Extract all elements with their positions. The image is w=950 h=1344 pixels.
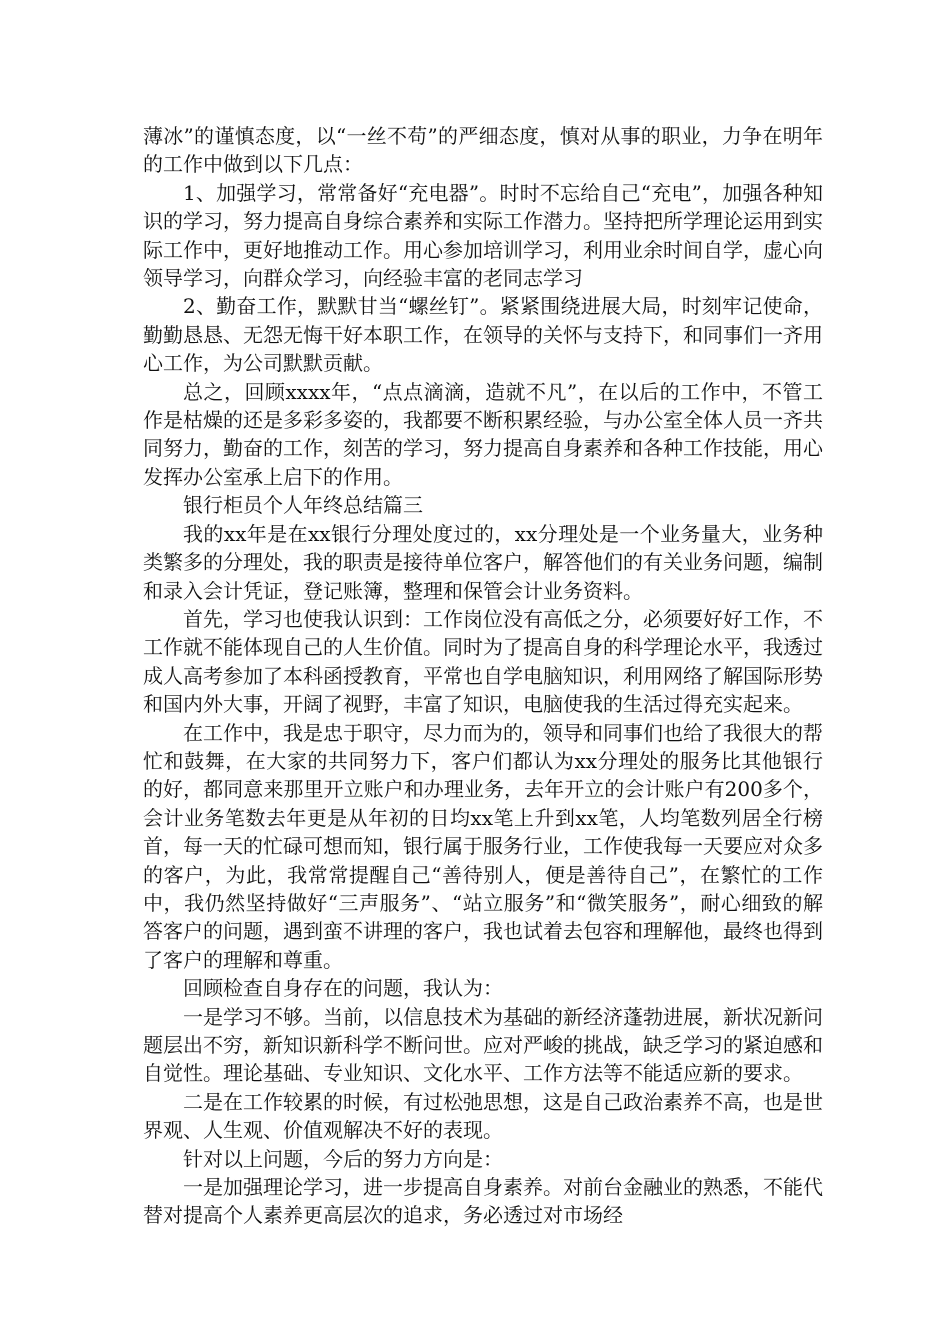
document-body — [143, 122, 823, 1230]
paragraph-11: 二是在工作较累的时候，有过松弛思想，这是自己政治素养不高，也是世界观、人生观、价值观解决不好的表现。 — [143, 1089, 823, 1143]
paragraph-7: 首先，学习也使我认识到：工作岗位没有高低之分，必须要好好工作，不工作就不能体现自己的人生价值。同时为了提高自身的科学理论水平，我透过成人高考参加了本科函授教育，平常也自学电脑知识，利用网络了解国际形势和国内外大事，开阔了视野，丰富了知识，电脑使我的生活过得充实起来。 — [143, 606, 823, 717]
section-heading: 银行柜员个人年终总结篇三 — [183, 493, 423, 518]
paragraph-8: 在工作中，我是忠于职守，尽力而为的，领导和同事们也给了我很大的帮忙和鼓舞，在大家的共同努力下，客户们都认为xx分理处的服务比其他银行的好，都同意来那里开立账户和办理业务，去年开立的会计账户有200多个，会计业务笔数去年更是从年初的日均xx笔上升到xx笔，人均笔数列居全行榜首，每一天的忙碌可想而知，银行属于服务行业，工作使我每一天要应对众多的客户，为此，我常常提醒自己“善待别人，便是善待自己”，在繁忙的工作中，我仍然坚持做好“三声服务”、“站立服务”和“微笑服务”，耐心细致的解答客户的问题，遇到蛮不讲理的客户，我也试着去包容和理解他，最终也得到了客户的理解和尊重。 — [143, 720, 823, 972]
paragraph-12: 针对以上问题，今后的努力方向是： — [183, 1146, 503, 1171]
paragraph-2: 1、加强学习，常常备好“充电器”。时时不忘给自己“充电”，加强各种知识的学习，努力提高自身综合素养和实际工作潜力。坚持把所学理论运用到实际工作中，更好地推动工作。用心参加培训学习，利用业余时间自学，虚心向领导学习，向群众学习，向经验丰富的老同志学习 — [143, 180, 823, 291]
paragraph-6: 我的xx年是在xx银行分理处度过的，xx分理处是一个业务量大，业务种类繁多的分理处，我的职责是接待单位客户，解答他们的有关业务问题，编制和录入会计凭证，登记账簿，整理和保管会计业务资料。 — [143, 521, 823, 603]
paragraph-9: 回顾检查自身存在的问题，我认为： — [183, 976, 503, 1001]
paragraph-10: 一是学习不够。当前，以信息技术为基础的新经济蓬勃进展，新状况新问题层出不穷，新知识新科学不断问世。应对严峻的挑战，缺乏学习的紧迫感和自觉性。理论基础、专业知识、文化水平、工作方法等不能适应新的要求。 — [143, 1004, 823, 1086]
paragraph-4: 总之，回顾xxxx年，“点点滴滴，造就不凡”，在以后的工作中，不管工作是枯燥的还是多彩多姿的，我都要不断积累经验，与办公室全体人员一齐共同努力，勤奋的工作，刻苦的学习，努力提高自身素养和各种工作技能，用心发挥办公室承上启下的作用。 — [143, 379, 823, 489]
paragraph-13: 一是加强理论学习，进一步提高自身素养。对前台金融业的熟悉，不能代替对提高个人素养更高层次的追求，务必透过对市场经 — [143, 1175, 823, 1228]
paragraph-3: 2、勤奋工作，默默甘当“螺丝钉”。紧紧围绕进展大局，时刻牢记使命，勤勤恳恳、无怨无悔干好本职工作，在领导的关怀与支持下，和同事们一齐用心工作，为公司默默贡献。 — [143, 294, 823, 376]
paragraph-1: 薄冰”的谨慎态度，以“一丝不苟”的严细态度，慎对从事的职业，力争在明年的工作中做到以下几点： — [143, 124, 823, 177]
